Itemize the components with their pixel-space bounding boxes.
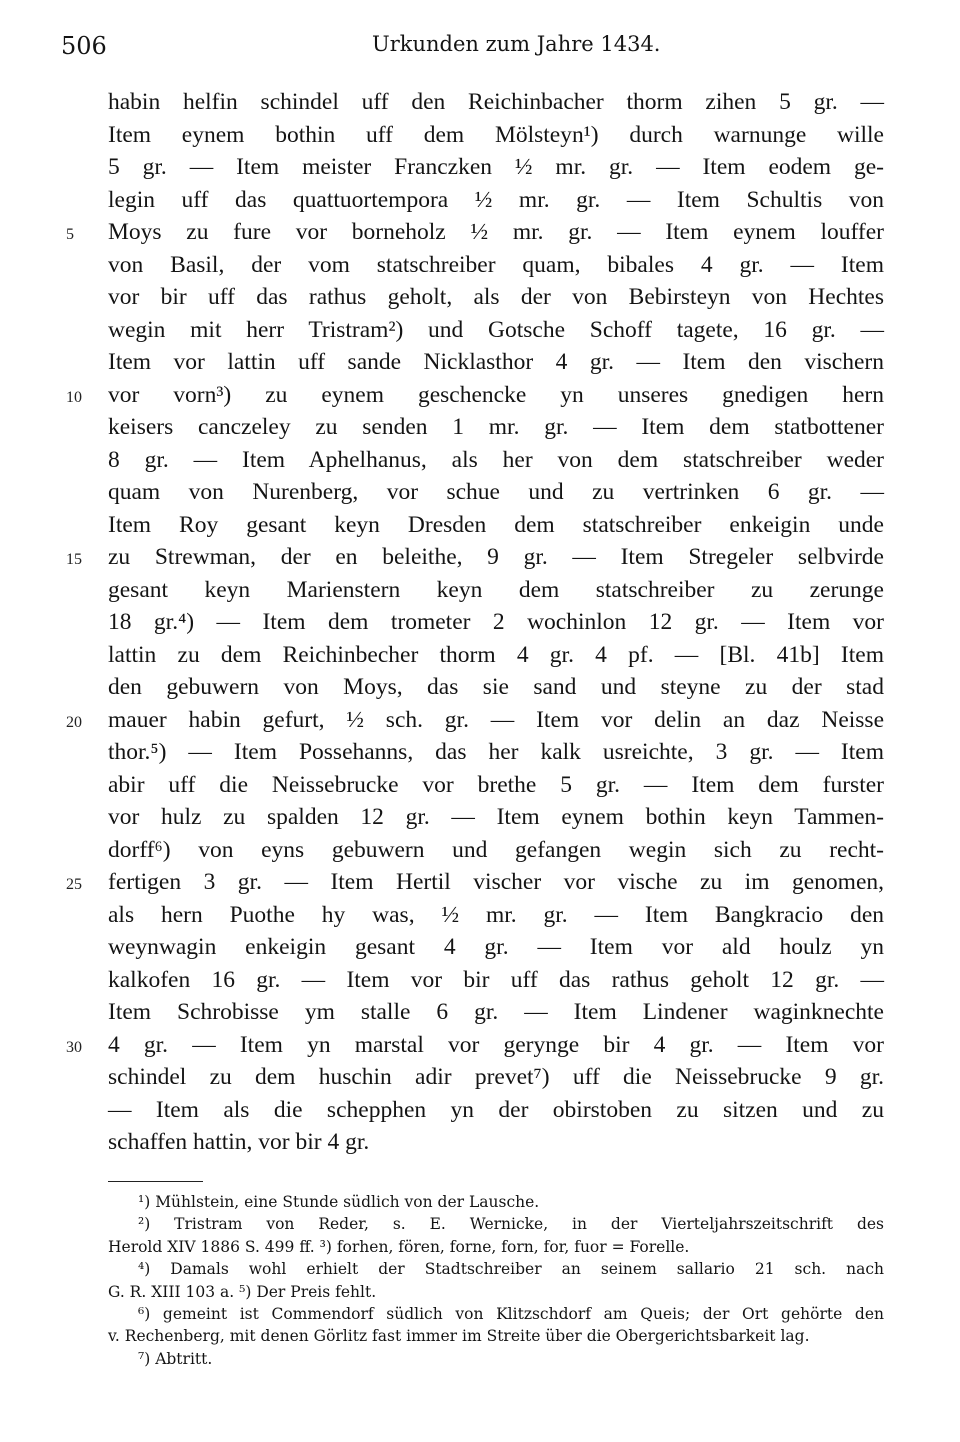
text-line: [0, 574, 960, 607]
line-text: vor vorn³) zu eynem geschencke yn unseres gnedigen hern: [108, 381, 884, 408]
line-text: schaffen hattin, vor bir 4 gr.: [108, 1129, 370, 1155]
footnote-line: Herold XIV 1886 S. 499 ff. ³) forhen, fören, forne, forn, for, fuor = Forelle.: [108, 1237, 690, 1256]
text-line: [0, 216, 960, 249]
footnotes: [108, 1191, 884, 1370]
text-line: [0, 151, 960, 184]
line-text: abir uff die Neissebrucke vor brethe 5 gr. — Item dem furster: [108, 771, 884, 798]
footnote-line: ¹) Mühlstein, eine Stunde südlich von der Lausche.: [138, 1193, 540, 1211]
line-number: 25: [66, 876, 82, 893]
text-line: [0, 411, 960, 444]
text-line: [0, 541, 960, 574]
text-line: [0, 671, 960, 704]
footnote-line: ⁶) gemeint ist Commendorf südlich von Klitzschdorf am Queis; der Ort gehörte den: [138, 1304, 884, 1323]
text-line: [0, 119, 960, 152]
line-text: Item eynem bothin uff dem Mölsteyn¹) durch warnunge wille: [108, 121, 884, 148]
body-text: [0, 86, 960, 1159]
text-line: [0, 996, 960, 1029]
line-text: 8 gr. — Item Aphelhanus, als her von dem statschreiber weder: [108, 446, 884, 473]
footnote-separator: [108, 1181, 203, 1182]
line-text: Item vor lattin uff sande Nicklasthor 4 gr. — Item den vischern: [108, 349, 884, 375]
line-text: 18 gr.⁴) — Item dem trometer 2 wochinlon 12 gr. — Item vor: [108, 609, 884, 635]
text-line: [0, 476, 960, 509]
text-line: [0, 314, 960, 347]
line-text: legin uff das quattuortempora ½ mr. gr. — Item Schultis von: [108, 186, 884, 213]
footnote-line: G. R. XIII 103 a. ⁵) Der Preis fehlt.: [108, 1282, 377, 1301]
text-line: [0, 346, 960, 379]
text-line: [0, 964, 960, 997]
line-number: 5: [66, 226, 74, 243]
line-text: wegin mit herr Tristram²) und Gotsche Schoff tagete, 16 gr. —: [108, 316, 884, 343]
line-text: von Basil, der vom statschreiber quam, bibales 4 gr. — Item: [108, 251, 884, 278]
line-text: quam von Nurenberg, vor schue und zu vertrinken 6 gr. —: [108, 479, 884, 505]
line-text: kalkofen 16 gr. — Item vor bir uff das rathus geholt 12 gr. —: [108, 966, 884, 993]
text-line: [0, 1094, 960, 1127]
line-text: vor hulz zu spalden 12 gr. — Item eynem bothin keyn Tammen-: [108, 804, 884, 830]
line-text: fertigen 3 gr. — Item Hertil vischer vor vische zu im genomen,: [108, 869, 884, 895]
line-text: vor bir uff das rathus geholt, als der von Bebirsteyn von Hechtes: [108, 284, 884, 310]
footnote-line: ⁷) Abtritt.: [138, 1349, 213, 1368]
line-text: — Item als die schepphen yn der obirstoben zu sitzen und zu: [108, 1096, 884, 1123]
text-line: [0, 1029, 960, 1062]
text-line: [0, 931, 960, 964]
text-line: [0, 704, 960, 737]
line-text: mauer habin gefurt, ½ sch. gr. — Item vor delin an daz Neisse: [108, 706, 884, 733]
text-line: [0, 184, 960, 217]
line-text: zu Strewman, der en beleithe, 9 gr. — Item Stregeler selbvirde: [108, 544, 884, 570]
line-text: Item Roy gesant keyn Dresden dem statschreiber enkeigin unde: [108, 511, 884, 538]
running-title: Urkunden zum Jahre 1434.: [372, 32, 661, 56]
line-number: 20: [66, 713, 82, 731]
text-line: [0, 834, 960, 867]
text-line: [0, 509, 960, 542]
text-line: [0, 769, 960, 802]
line-text: weynwagin enkeigin gesant 4 gr. — Item vor ald houlz yn: [108, 934, 884, 960]
line-text: dorff⁶) von eyns gebuwern und gefangen wegin sich zu recht-: [108, 836, 884, 863]
text-line: [0, 249, 960, 282]
line-text: habin helfin schindel uff den Reichinbacher thorm zihen 5 gr. —: [108, 89, 884, 115]
text-line: [0, 801, 960, 834]
line-text: thor.⁵) — Item Possehanns, das her kalk usreichte, 3 gr. — Item: [108, 739, 884, 765]
footnote-line: v. Rechenberg, mit denen Görlitz fast immer im Streite über die Obergerichtsbarkeit lag.: [108, 1327, 810, 1346]
page-number: 506: [61, 32, 107, 60]
line-text: als hern Puothe hy was, ½ mr. gr. — Item Bangkracio den: [108, 901, 884, 928]
text-line: [0, 1061, 960, 1094]
text-line: [0, 86, 960, 119]
text-line: [0, 899, 960, 932]
line-text: keisers canczeley zu senden 1 mr. gr. — Item dem statbottener: [108, 414, 884, 440]
text-line: [0, 1126, 960, 1159]
text-line: [0, 379, 960, 412]
footnote-line: ⁴) Damals wohl erhielt der Stadtschreiber an seinem sallario 21 sch. nach: [138, 1260, 884, 1279]
line-text: schindel zu dem huschin adir prevet⁷) uff die Neissebrucke 9 gr.: [108, 1064, 884, 1090]
line-number: 15: [66, 551, 82, 568]
text-line: [0, 444, 960, 477]
text-line: [0, 639, 960, 672]
line-text: gesant keyn Marienstern keyn dem statschreiber zu zerunge: [108, 576, 884, 603]
line-number: 10: [66, 388, 82, 406]
line-text: lattin zu dem Reichinbecher thorm 4 gr. 4 pf. — [Bl. 41b] Item: [108, 641, 884, 668]
line-text: 4 gr. — Item yn marstal vor gerynge bir 4 gr. — Item vor: [108, 1031, 884, 1058]
footnote-line: ²) Tristram von Reder, s. E. Wernicke, in der Vierteljahrszeitschrift des: [138, 1215, 884, 1234]
line-text: 5 gr. — Item meister Franczken ½ mr. gr. — Item eodem ge-: [108, 154, 884, 180]
line-number: 30: [66, 1038, 82, 1056]
text-line: [0, 866, 960, 899]
text-line: [0, 736, 960, 769]
line-text: den gebuwern von Moys, das sie sand und steyne zu der stad: [108, 674, 884, 700]
line-text: Item Schrobisse ym stalle 6 gr. — Item Lindener waginknechte: [108, 999, 884, 1025]
text-line: [0, 606, 960, 639]
line-text: Moys zu fure vor borneholz ½ mr. gr. — Item eynem louffer: [108, 219, 884, 245]
text-line: [0, 281, 960, 314]
